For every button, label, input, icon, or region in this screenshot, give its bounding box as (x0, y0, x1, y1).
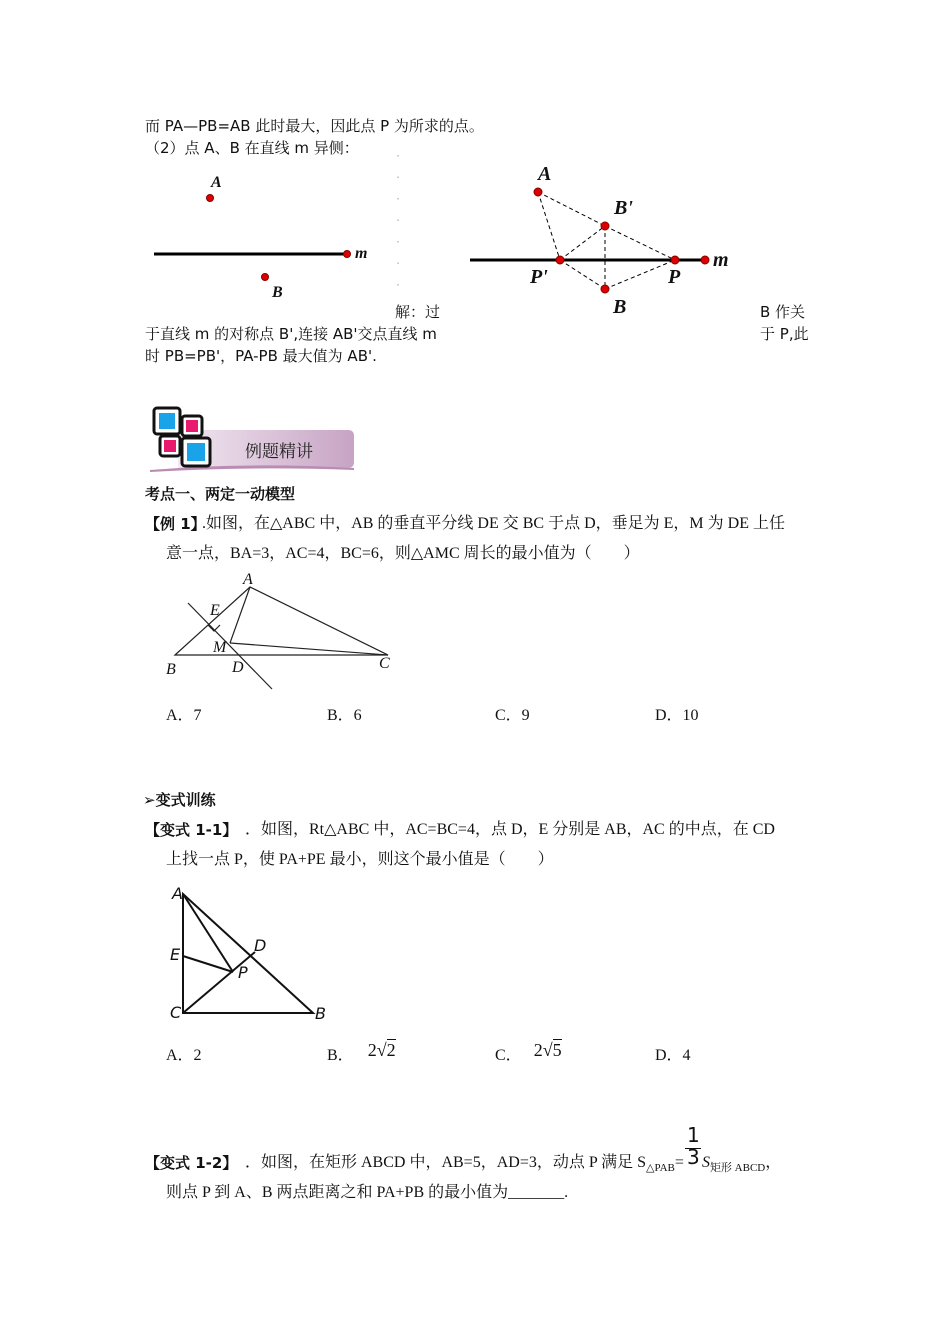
ex1-option-c[interactable]: C．9 (495, 707, 530, 724)
fig2-label-m: m (713, 249, 729, 271)
equals-sign: = (674, 1154, 684, 1171)
dotted-separator (392, 155, 404, 295)
v11-label-c: C (170, 1003, 182, 1022)
v11-option-a[interactable]: A．2 (166, 1047, 202, 1064)
v11-option-c[interactable]: C． 2√5 (495, 1040, 562, 1064)
point-m-end (344, 251, 351, 258)
fraction-denominator: 3 (686, 1145, 700, 1169)
figure-reflection (465, 160, 745, 310)
v11-label-e: E (170, 945, 181, 964)
section-title: 考点一、两定一动模型 (145, 485, 296, 503)
point-b (262, 274, 269, 281)
ex1-label-e: E (210, 602, 220, 619)
ex1-option-d[interactable]: D．10 (655, 707, 699, 724)
point-p-prime (556, 256, 564, 264)
v11-label-p: P (238, 963, 248, 982)
v11-option-c-radicand: 5 (552, 1040, 562, 1060)
v11-option-c-letter: C． (495, 1047, 522, 1064)
fig1-label-b: B (272, 284, 283, 301)
v11-option-b-letter: B． (327, 1047, 354, 1064)
point-a (534, 188, 542, 196)
fraction-numerator: 1 (686, 1123, 700, 1147)
variant-1-2-text: ．如图，在矩形 ABCD 中，AB=5，AD=3，动点 P 满足 S (245, 1154, 647, 1171)
ex1-label-d: D (232, 659, 244, 676)
example-1-line-1: .如图，在△ABC 中，AB 的垂直平分线 DE 交 BC 于点 D，垂足为 E，M 为 DE 上任 (202, 515, 785, 532)
point-m-end (701, 256, 709, 264)
variants-heading: ➢变式训练 (143, 791, 216, 809)
variant-1-1-line-1: ．如图，Rt△ABC 中，AC=BC=4，点 D，E 分别是 AB，AC 的中点，在 CD (245, 821, 775, 838)
ex1-label-m: M (213, 639, 227, 656)
variant-1-2-tag: 【变式 1-2】 (145, 1154, 238, 1172)
solution-line-2a: 于直线 m 的对称点 B',连接 AB'交点直线 m (145, 325, 437, 343)
solution-line-3: 时 PB=PB'，PA-PB 最大值为 AB'. (145, 347, 377, 365)
example-1-tag: 【例 1】 (145, 515, 206, 533)
figure-right-triangle (165, 880, 335, 1020)
banner-title: 例题精讲 (245, 442, 313, 462)
v11-option-b-coef: 2 (367, 1040, 377, 1060)
fig2-label-p-prime: P' (530, 266, 548, 288)
ex1-option-b[interactable]: B．6 (327, 707, 362, 724)
v11-option-b-radicand: 2 (386, 1040, 396, 1060)
v11-label-d: D (254, 936, 267, 955)
point-b (601, 285, 609, 293)
fig1-label-a: A (211, 174, 222, 191)
fig2-label-b-prime: B' (614, 197, 633, 219)
fraction-one-third (684, 1123, 702, 1173)
fig2-label-a: A (538, 163, 552, 185)
fig2-label-p: P (668, 266, 681, 288)
ex1-label-b: B (166, 661, 176, 678)
solution-b: B 作关 (760, 303, 806, 321)
ex1-option-a[interactable]: A．7 (166, 707, 202, 724)
variant-1-2-line-2: 则点 P 到 A、B 两点距离之和 PA+PB 的最小值为_______. (166, 1184, 569, 1201)
comma: ， (765, 1154, 782, 1171)
point-p (671, 256, 679, 264)
v11-option-c-coef: 2 (533, 1040, 543, 1060)
sub-pab: △PAB (646, 1162, 675, 1175)
s-symbol: S (701, 1154, 710, 1171)
intro-line-2: （2）点 A、B 在直线 m 异侧： (145, 139, 359, 157)
v11-label-b: B (315, 1004, 326, 1023)
v11-option-b[interactable]: B． 2√2 (327, 1040, 396, 1064)
solution-a: 解：过 (395, 303, 441, 321)
solution-line-2b: 于 P,此 (760, 325, 809, 343)
ex1-label-a: A (243, 571, 253, 588)
figure-triangle-abc (160, 575, 400, 695)
variant-1-1-tag: 【变式 1-1】 (145, 821, 238, 839)
intro-line-1: 而 PA—PB=AB 此时最大，因此点 P 为所求的点。 (145, 117, 484, 135)
point-b-prime (601, 222, 609, 230)
fig2-label-b: B (613, 296, 627, 318)
v11-option-d[interactable]: D．4 (655, 1047, 691, 1064)
ex1-label-c: C (379, 655, 390, 672)
variant-1-2-line-1 (245, 1123, 782, 1178)
point-a (207, 195, 214, 202)
fig1-label-m: m (355, 245, 368, 262)
variant-1-1-line-2: 上找一点 P，使 PA+PE 最小，则这个最小值是（ ） (166, 851, 554, 868)
figure-points-line (140, 160, 400, 310)
v11-label-a: A (172, 884, 183, 903)
example-1-line-2: 意一点，BA=3，AC=4，BC=6，则△AMC 周长的最小值为（ ） (166, 545, 640, 562)
sub-rect: 矩形 ABCD (709, 1162, 766, 1175)
